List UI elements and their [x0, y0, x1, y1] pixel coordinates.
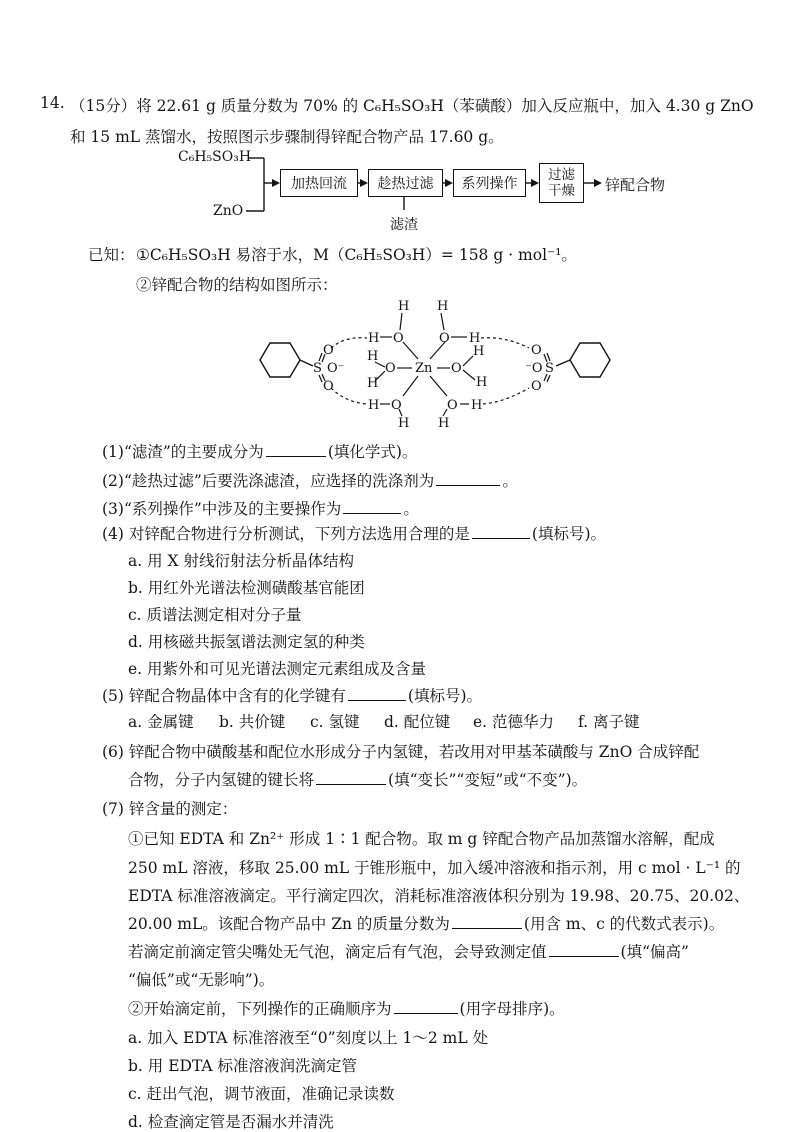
question-number: 14. — [40, 94, 65, 112]
q4-option-d: d. 用核磁共振氢谱法测定氢的种类 — [128, 633, 365, 651]
q7-option-d: d. 检查滴定管是否漏水并清洗 — [128, 1113, 334, 1131]
svg-text:O: O — [391, 398, 402, 413]
svg-text:H: H — [398, 299, 410, 314]
svg-text:H: H — [368, 331, 380, 346]
known-item-1: ①C₆H₅SO₃H 易溶于水，M（C₆H₅SO₃H）= 158 g · mol⁻¹。 — [136, 246, 577, 264]
q7-option-a: a. 加入 EDTA 标准溶液至“0”刻度以上 1～2 mL 处 — [128, 1029, 489, 1047]
zinc-complex-structure — [235, 296, 615, 436]
svg-text:H: H — [476, 375, 488, 390]
flow-reactant-zno: ZnO — [213, 203, 244, 219]
flow-connectors — [0, 0, 800, 250]
q7-p1-line3: EDTA 标准溶液滴定。平行滴定四次，消耗标准溶液体积分别为 19.98、20.75、20.02、 — [128, 887, 750, 905]
q7-zn-fraction-blank[interactable] — [452, 913, 522, 930]
svg-text:H: H — [469, 331, 481, 346]
q4-option-a: a. 用 X 射线衍射法分析晶体结构 — [128, 552, 354, 570]
q5-option-e: e. 范德华力 — [473, 713, 555, 731]
svg-text:O: O — [451, 361, 462, 376]
q7-p1-line4: 20.00 mL。该配合物产品中 Zn 的质量分数为 (用含 m、c 的代数式表示)。 — [128, 912, 724, 934]
q3-answer-blank[interactable] — [343, 498, 401, 515]
flow-step-filter-dry: 过滤 干燥 — [539, 163, 584, 203]
right-sulfonate-o-top: O — [531, 343, 542, 358]
svg-text:O: O — [439, 331, 450, 346]
right-sulfur: S — [545, 361, 554, 376]
q6-answer-blank[interactable] — [316, 769, 386, 786]
svg-text:H: H — [367, 376, 379, 391]
svg-text:H: H — [471, 398, 483, 413]
q7-option-b: b. 用 EDTA 标准溶液润洗滴定管 — [128, 1057, 358, 1075]
q1-answer-blank[interactable] — [266, 441, 326, 458]
q1-line: (1)“滤渣”的主要成分为 (填化学式)。 — [102, 440, 417, 462]
svg-text:O: O — [385, 361, 396, 376]
q5-option-d: d. 配位键 — [384, 713, 451, 731]
svg-text:O: O — [447, 398, 458, 413]
q7-title: (7) 锌含量的测定： — [102, 800, 238, 818]
flow-residue: 滤渣 — [390, 217, 418, 233]
q5-answer-blank[interactable] — [348, 685, 406, 702]
svg-text:H: H — [398, 416, 410, 431]
svg-text:H: H — [368, 398, 380, 413]
q2-line: (2)“趁热过滤”后要洗涤滤渣，应选择的洗涤剂为 。 — [102, 469, 518, 491]
left-sulfur: S — [313, 361, 322, 376]
q5-option-c: c. 氢键 — [310, 713, 360, 731]
q4-line: (4) 对锌配合物进行分析测试，下列方法选用合理的是 (填标号)。 — [102, 522, 606, 544]
right-sulfonate-o-bottom: O — [531, 379, 542, 394]
q6-line2: 合物，分子内氢键的键长将 (填“变长”“变短”或“不变”)。 — [128, 768, 587, 790]
left-sulfonate-o-top: O — [323, 343, 334, 358]
svg-text:H: H — [367, 349, 379, 364]
question-stem-line1: （15分）将 22.61 g 质量分数为 70% 的 C₆H₅SO₃H（苯磺酸）加入反应瓶中，加入 4.30 g ZnO — [70, 97, 754, 115]
q7-p1-line5: 若滴定前滴定管尖嘴处无气泡，滴定后有气泡，会导致测定值 (填“偏高” — [128, 940, 689, 962]
q4-option-c: c. 质谱法测定相对分子量 — [128, 606, 302, 624]
svg-text:O: O — [393, 331, 404, 346]
right-benzene-ring — [570, 343, 610, 377]
known-prefix: 已知： — [88, 246, 135, 264]
q7-error-effect-blank[interactable] — [549, 941, 619, 958]
svg-text:H: H — [473, 344, 485, 359]
flow-reactant-benzenesulfonic-acid: C₆H₅SO₃H — [178, 149, 252, 165]
question-stem-line2: 和 15 mL 蒸馏水，按照图示步骤制得锌配合物产品 17.60 g。 — [70, 128, 504, 146]
left-sulfonate-o-bottom: O — [323, 379, 334, 394]
q6-line1: (6) 锌配合物中磺酸基和配位水形成分子内氢键，若改用对甲基苯磺酸与 ZnO 合成锌配 — [102, 743, 700, 761]
q7-order-blank[interactable] — [394, 998, 458, 1015]
q4-option-b: b. 用红外光谱法检测磺酸基官能团 — [128, 579, 365, 597]
zinc-center: Zn — [415, 361, 433, 376]
flow-product: 锌配合物 — [605, 176, 666, 194]
left-sulfonate-o-minus: O⁻ — [327, 361, 345, 376]
right-sulfonate-minus-o: ⁻O — [525, 361, 543, 376]
q3-line: (3)“系列操作”中涉及的主要操作为 。 — [102, 497, 419, 519]
q4-option-e: e. 用紫外和可见光谱法测定元素组成及含量 — [128, 660, 427, 678]
q7-p1-line1: ①已知 EDTA 和 Zn²⁺ 形成 1∶1 配合物。取 m g 锌配合物产品加蒸馏水溶解，配成 — [128, 830, 715, 848]
known-item-2: ②锌配合物的结构如图所示： — [136, 276, 338, 294]
q5-line: (5) 锌配合物晶体中含有的化学键有 (填标号)。 — [102, 684, 482, 706]
q5-option-a: a. 金属键 — [128, 713, 194, 731]
svg-text:H: H — [437, 299, 449, 314]
q7-p2-line: ②开始滴定前，下列操作的正确顺序为 (用字母排序)。 — [128, 997, 565, 1019]
left-benzene-ring — [260, 343, 300, 377]
svg-text:H: H — [438, 416, 450, 431]
q7-option-c: c. 赶出气泡，调节液面，准确记录读数 — [128, 1085, 395, 1103]
q5-option-b: b. 共价键 — [219, 713, 286, 731]
q7-p1-line2: 250 mL 溶液，移取 25.00 mL 于锥形瓶中，加入缓冲溶液和指示剂，用 c mol · L⁻¹ 的 — [128, 859, 741, 877]
flow-step-hot-filtration: 趁热过滤 — [368, 169, 443, 197]
q4-answer-blank[interactable] — [472, 523, 530, 540]
flow-step-reflux: 加热回流 — [280, 169, 358, 197]
q7-p1-line6: “偏低”或“无影响”)。 — [128, 971, 275, 989]
q2-answer-blank[interactable] — [436, 470, 500, 487]
q5-option-f: f. 离子键 — [578, 713, 640, 731]
flow-step-series-operation: 系列操作 — [453, 169, 526, 197]
